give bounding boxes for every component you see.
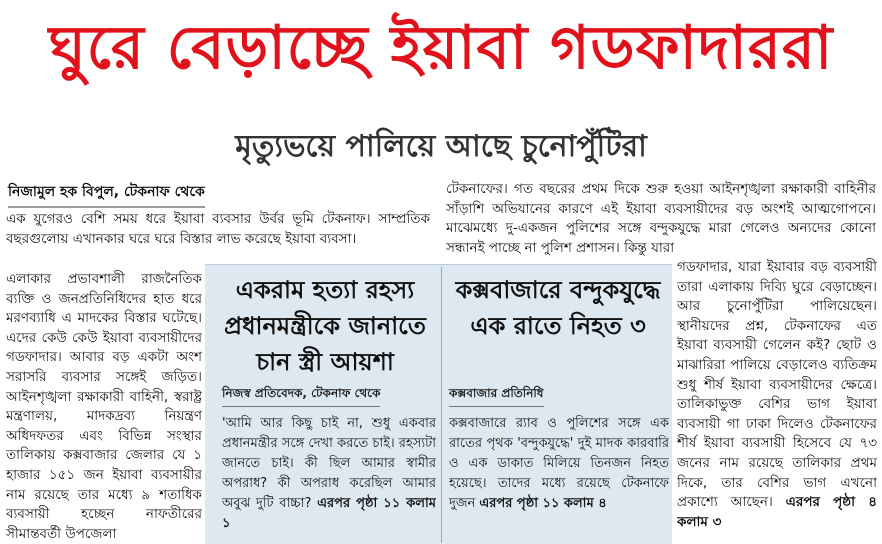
side-story-1-text: 'আমি আর কিছু চাই না, শুধু একবার প্রধানমন্ত্রীর সঙ্গে দেখা করতে চাই। রহস্যটা জানতে চাই। কী ছিল আমার স্বামীর অপরাধ? কী অপরাধ করেছিল আমার অবুঝ দুটি বাচ্চা? xyxy=(222,416,436,511)
side-story-1-continuation: এরপর পৃষ্ঠা ১১ কলাম ১ xyxy=(222,496,436,531)
side-story-2-body xyxy=(449,414,669,539)
side-story-1-byline: নিজস্ব প্রতিবেদক, টেকনাফ থেকে xyxy=(222,385,380,407)
side-story-2-continuation: এরপর পৃষ্ঠা ১১ কলাম ৪ xyxy=(479,496,607,511)
side-story-2-byline: কক্সবাজার প্রতিনিধি xyxy=(449,385,544,407)
side-story-1-title: একরাম হত্যা রহস্য প্রধানমন্ত্রীকে জানাতে চান স্ত্রী আয়শা xyxy=(224,276,426,376)
side-story-2-text: কক্সবাজারে র‌্যাব ও পুলিশের সঙ্গে এক রাতের পৃথক 'বন্দুকযুদ্ধে' দুই মাদক কারবারি ও এক ডাকাত মিলিয়ে তিনজন নিহত হয়েছে। তাদের মধ্যে রয়েছে টেকনাফে দুজন xyxy=(449,416,669,511)
box-divider xyxy=(441,267,442,543)
article-column-right-top: টেকনাফের। গত বছরের প্রথম দিকে শুরু হওয়া আইনশৃঙ্খলা রক্ষাকারী বাহিনীর সাঁড়াশি অভিযানের কারণে এই ইয়াবা ব্যবসায়ীদের বড় অংশই আত্মগোপনে। মাঝেমধ্যে দু-একজন পুলিশের সঙ্গে বন্দুকযুদ্ধে মারা গেলেও অন্যদের কোনো সন্ধানই পাচ্ছে না পুলিশ প্রশাসন। কিন্তু যারা xyxy=(446,181,876,256)
article-column-right xyxy=(677,258,877,543)
article-column-left: এলাকার প্রভাবশালী রাজনৈতিক ব্যক্তি ও জনপ্রতিনিধিদের হাত ধরে মরণব্যাধি এ মাদকের বিস্তার ঘটেছে। এদের কেউ কেউ ইয়াবা ব্যবসায়ীদের গডফাদার। আবার বড় একটা অংশ সরাসরি ব্যবসার সঙ্গেই জড়িত। আইনশৃঙ্খলা রক্ষাকারী বাহিনী, স্বরাষ্ট্র মন্ত্রণালয়, মাদকদ্রব্য নিয়ন্ত্রণ অধিদফতর এবং বিভিন্ন সংস্থার তালিকায় কক্সবাজার জেলার যে ১ হাজার ১৫১ জন ইয়াবা ব্যবসায়ীর নাম রয়েছে তার মধ্যে ৯ শতাধিক ব্যবসায়ী হচ্ছেন নাফতীরের সীমান্তবর্তী উপজেলা xyxy=(6,271,202,542)
article-paragraph-intro: এক যুগেরও বেশি সময় ধরে ইয়াবা ব্যবসার উর্বর ভূমি টেকনাফ। সাম্প্রতিক বছরগুলোয় এখানকার ঘরে ঘরে বিস্তার লাভ করেছে ইয়াবা ব্যবসা। xyxy=(6,211,430,247)
subheadline: মৃত্যুভয়ে পালিয়ে আছে চুনোপুঁটিরা xyxy=(235,129,647,164)
side-story-2-title: কক্সবাজারে বন্দুকযুদ্ধে এক রাতে নিহত ৩ xyxy=(455,276,661,340)
article-column-right-text: গডফাদার, যারা ইয়াবার বড় ব্যবসায়ী তারা এলাকায় দিব্যি ঘুরে বেড়াচ্ছেন। আর চুনোপুঁটিরা পালিয়েছেন। স্থানীয়দের প্রশ্ন, টেকনাফের এত ইয়াবা ব্যবসায়ী গেলেন কই? ছোট ও মাঝারিরা পালিয়ে বেড়ালেও ব্যতিক্রম শুধু শীর্ষ ইয়াবা ব্যবসায়ীদের ক্ষেত্রে। তালিকাভুক্ত বেশির ভাগ ইয়াবা ব্যবসায়ী গা ঢাকা দিলেও টেকনাফের শীর্ষ ইয়াবা ব্যবসায়ী হিসেবে যে ৭৩ জনের নাম রয়েছে তালিকার প্রথম দিকে, তার বেশির ভাগ এখনো প্রকাশ্যে আছেন। xyxy=(677,259,877,511)
side-story-1-body xyxy=(222,414,436,539)
headline: ঘুরে বেড়াচ্ছে ইয়াবা গডফাদাররা xyxy=(48,13,834,83)
article-continuation: এরপর পৃষ্ঠা ৪ কলাম ৩ xyxy=(677,494,877,530)
byline: নিজামুল হক বিপুল, টেকনাফ থেকে xyxy=(8,180,205,208)
